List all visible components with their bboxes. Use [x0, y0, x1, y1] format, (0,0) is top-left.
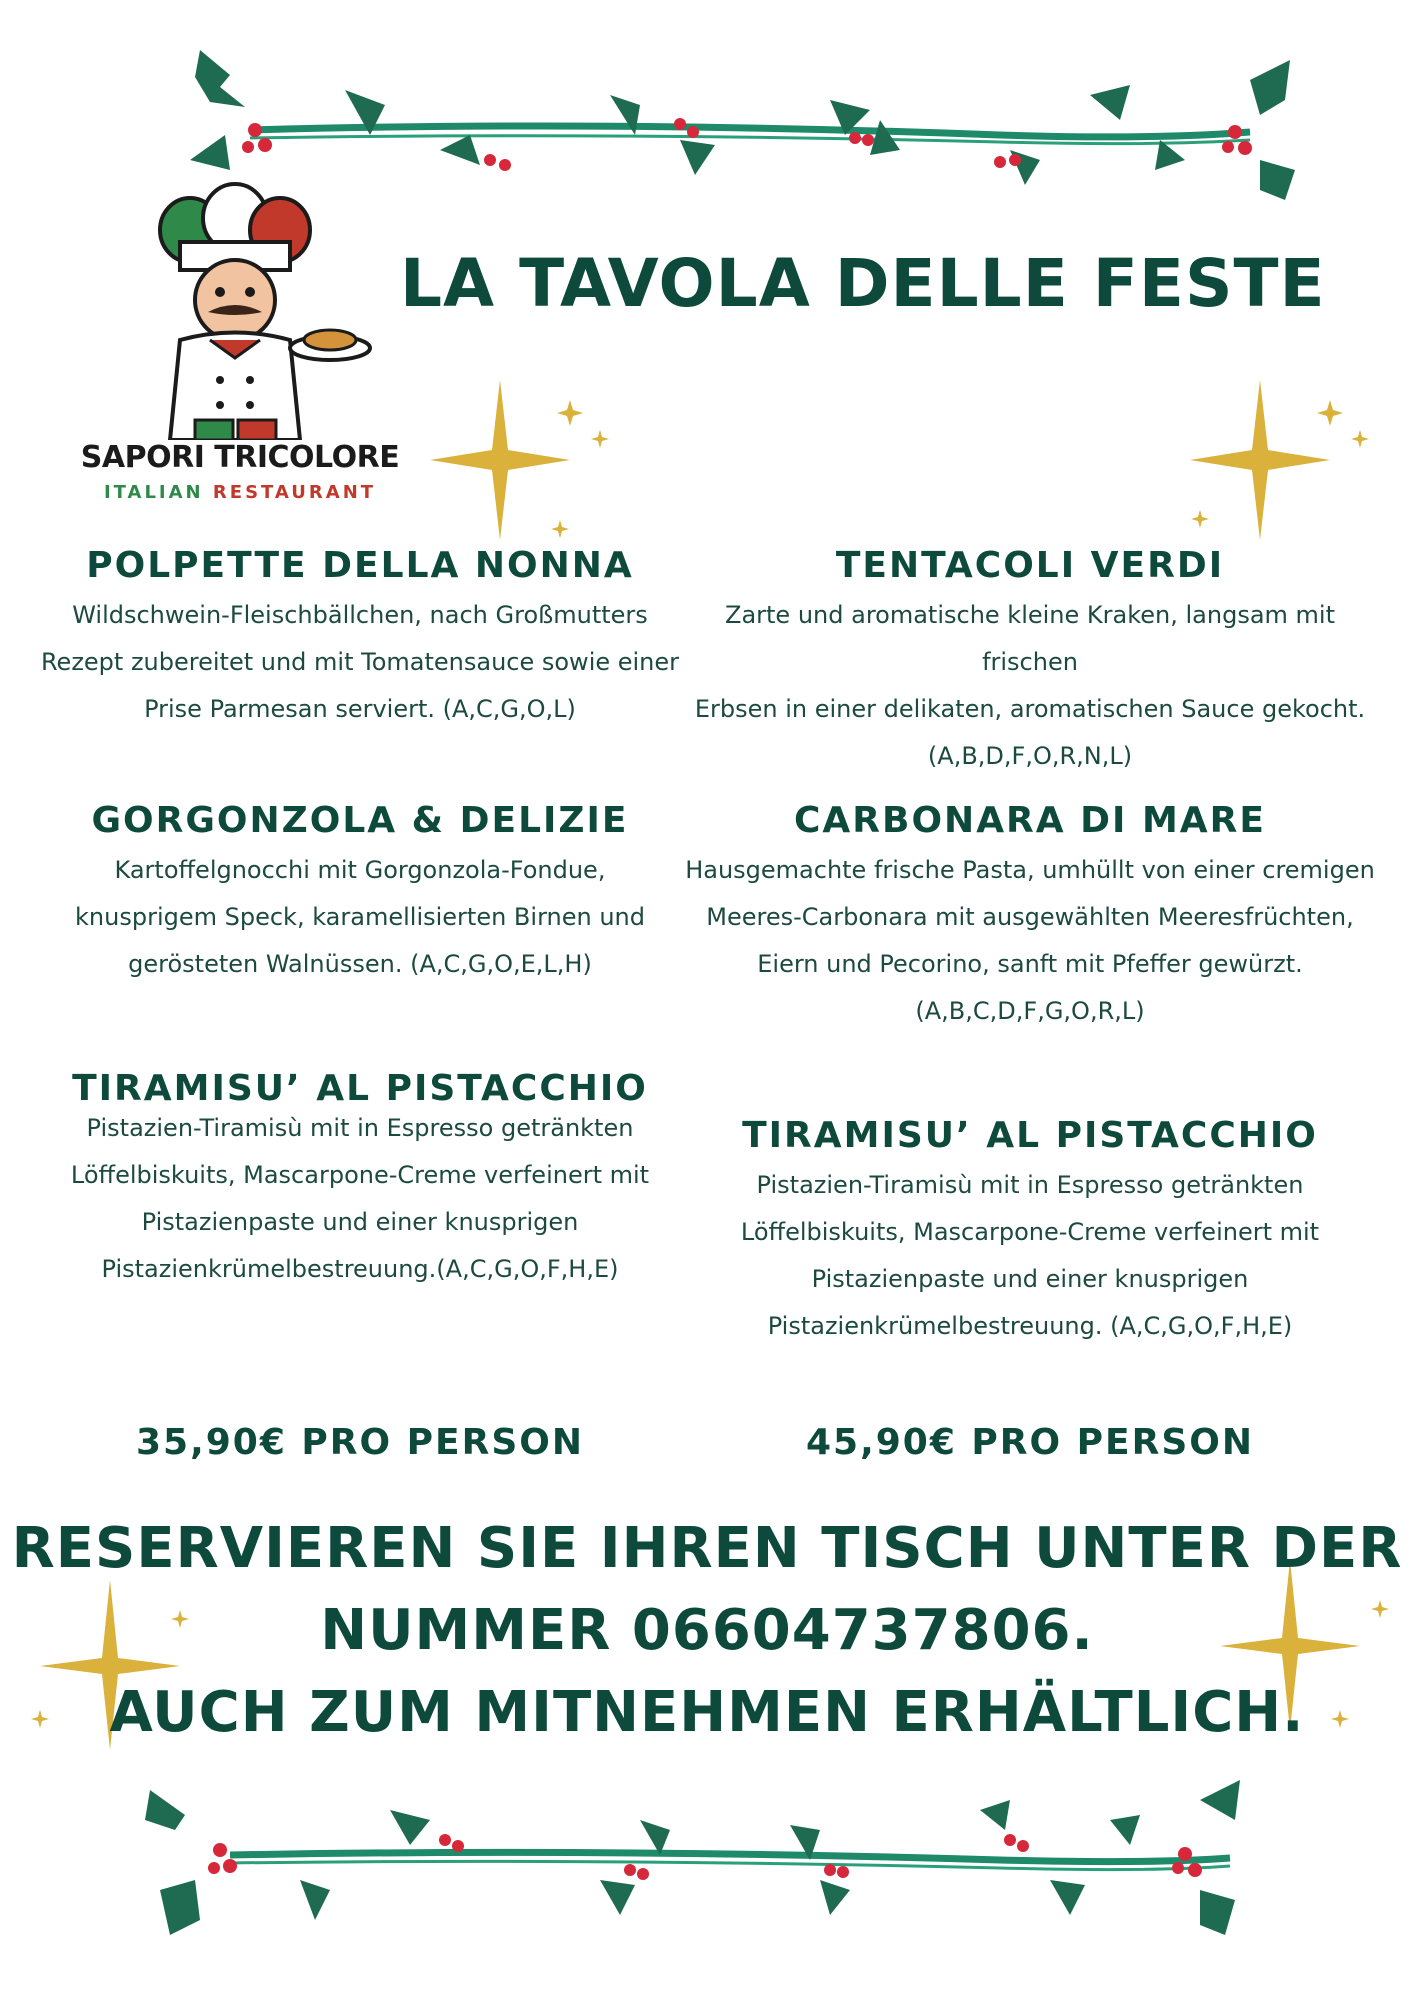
logo-subtitle-red: RESTAURANT — [212, 482, 377, 503]
price-menu-1: 35,90€ PRO PERSON — [135, 1422, 585, 1463]
dish-description: Hausgemachte frische Pasta, umhüllt von einer cremigen Meeres-Carbonara mit ausgewählten Meeresfrüchten, Eiern und Pecorino, sanft mit Pfeffer gewürzt. (A,B,C,D,F,G,O,R,L) — [685, 856, 1375, 1025]
dish-tentacoli — [680, 545, 1380, 780]
sparkle-icon — [420, 380, 620, 540]
reservation-line: RESERVIEREN SIE IHREN TISCH UNTER DER — [11, 1516, 1403, 1581]
dish-name: GORGONZOLA & DELIZIE — [91, 800, 629, 841]
dish-name: POLPETTE DELLA NONNA — [86, 545, 634, 586]
logo-subtitle-green: ITALIAN — [103, 482, 204, 503]
dish-name: TIRAMISU’ AL PISTACCHIO — [742, 1115, 1318, 1156]
sparkle-icon — [1180, 380, 1380, 540]
dish-name: CARBONARA DI MARE — [794, 800, 1266, 841]
dish-gorgonzola — [30, 800, 690, 988]
dish-tiramisu-left — [30, 1068, 690, 1293]
page-title: LA TAVOLA DELLE FESTE — [400, 245, 1326, 322]
price-menu-2: 45,90€ PRO PERSON — [805, 1422, 1255, 1463]
holly-garland-bottom — [0, 1770, 1414, 1970]
dish-description: Pistazien-Tiramisù mit in Espresso getränkten Löffelbiskuits, Mascarpone-Creme verfeinert mit Pistazienpaste und einer knusprigen Pistazienkrümelbestreuung.(A,C,G,O,F,H,E) — [70, 1114, 650, 1283]
takeaway-line: AUCH ZUM MITNEHMEN ERHÄLTLICH. — [109, 1680, 1305, 1745]
dish-polpette — [30, 545, 690, 733]
dish-name: TENTACOLI VERDI — [835, 545, 1225, 586]
dish-description: Kartoffelgnocchi mit Gorgonzola-Fondue, knusprigem Speck, karamellisierten Birnen und gerösteten Walnüssen. (A,C,G,O,E,L,H) — [75, 856, 645, 978]
reservation-phone-line[interactable]: NUMMER 06604737806. — [320, 1598, 1094, 1663]
dish-carbonara — [680, 800, 1380, 1035]
logo-subtitle — [60, 482, 420, 503]
chef-mascot-icon — [60, 180, 420, 440]
restaurant-logo — [60, 180, 420, 510]
logo-name: SAPORI TRICOLORE — [80, 440, 400, 475]
dish-tiramisu-right — [680, 1115, 1380, 1350]
dish-description: Wildschwein-Fleischbällchen, nach Großmutters Rezept zubereitet und mit Tomatensauce sowie einer Prise Parmesan serviert. (A,C,G,O,L) — [40, 601, 680, 723]
dish-description: Zarte und aromatische kleine Kraken, langsam mit frischen Erbsen in einer delikaten, aromatischen Sauce gekocht. (A,B,D,F,O,R,N,L) — [694, 601, 1366, 770]
reservation-callout — [0, 1508, 1414, 1754]
dish-description: Pistazien-Tiramisù mit in Espresso getränkten Löffelbiskuits, Mascarpone-Creme verfeinert mit Pistazienpaste und einer knusprigen Pistazienkrümelbestreuung. (A,C,G,O,F,H,E) — [740, 1171, 1320, 1340]
dish-name: TIRAMISU’ AL PISTACCHIO — [72, 1068, 648, 1109]
